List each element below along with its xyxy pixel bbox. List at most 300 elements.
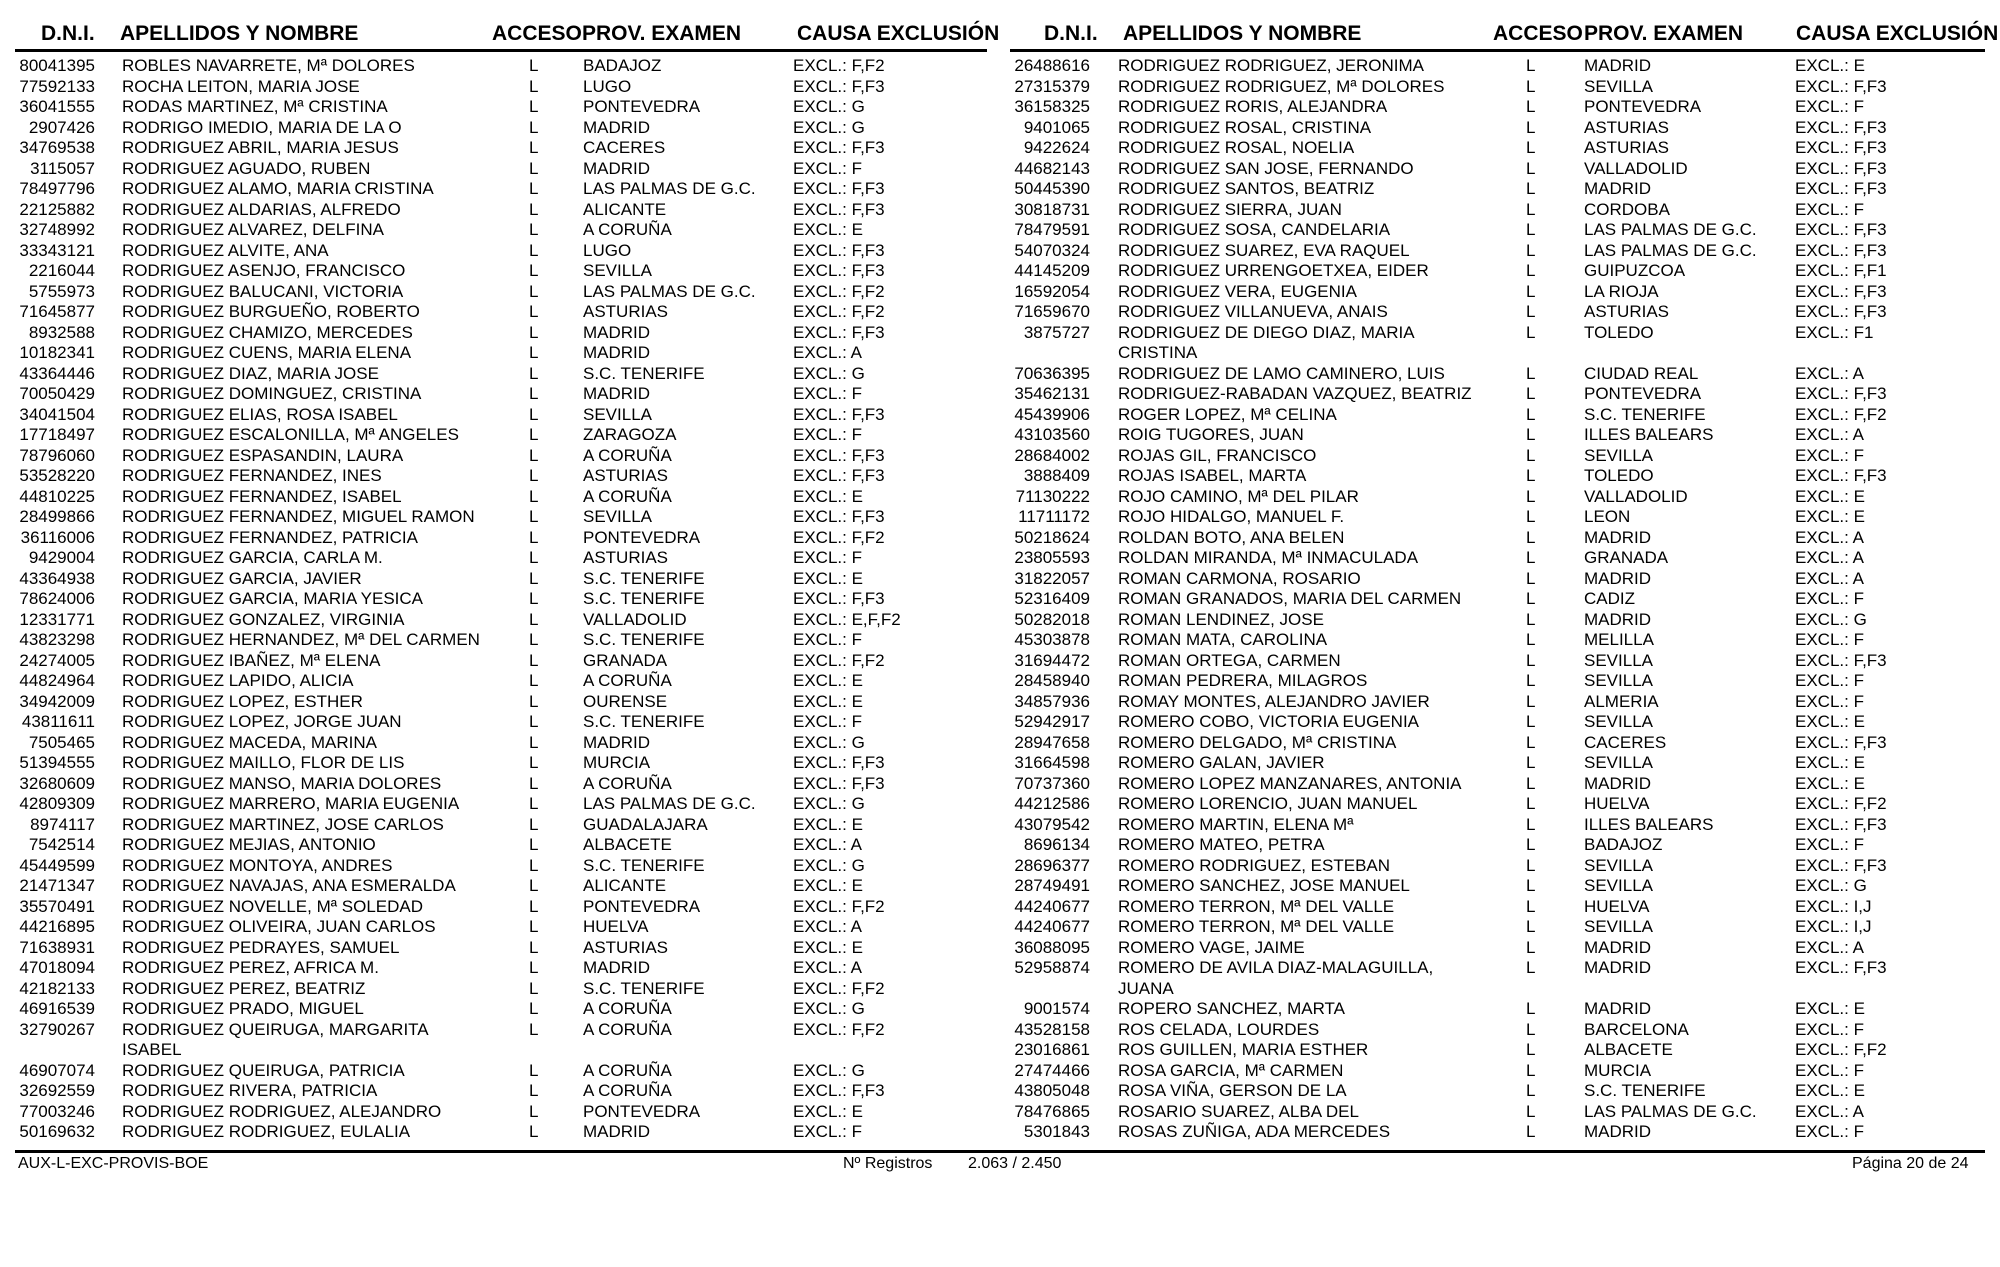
table-row (1010, 938, 1985, 959)
table-row (15, 405, 987, 426)
acceso-cell: L (1526, 445, 1536, 465)
prov-cell: ALICANTE (583, 876, 667, 895)
causa-cell: EXCL.: F (1795, 589, 1864, 608)
table-row (15, 815, 987, 836)
causa-cell: EXCL.: E (793, 937, 863, 957)
name-cell: ROMERO SANCHEZ, JOSE MANUEL (1118, 876, 1410, 895)
prov-cell: ALMERIA (1584, 691, 1659, 711)
acceso-cell: L (529, 589, 539, 608)
causa-cell: EXCL.: F,F3 (1795, 384, 1887, 403)
dni-cell: 78476865 (1014, 1101, 1090, 1121)
causa-cell: EXCL.: F,F3 (1795, 855, 1887, 875)
name-cell: ROS CELADA, LOURDES (1118, 1019, 1320, 1039)
name-cell: RODRIGUEZ ROSAL, NOELIA (1118, 138, 1355, 157)
prov-cell: A CORUÑA (583, 773, 672, 793)
prov-cell: S.C. TENERIFE (583, 589, 705, 608)
table-row (1010, 56, 1985, 77)
prov-cell: S.C. TENERIFE (583, 568, 705, 588)
table-row (15, 651, 987, 672)
name-cell: RODRIGUEZ BURGUEÑO, ROBERTO (122, 302, 420, 321)
footer-registros-value: 2.063 / 2.450 (968, 1155, 1062, 1172)
footer-code: AUX-L-EXC-PROVIS-BOE (18, 1155, 209, 1172)
dni-cell: 50445390 (1014, 179, 1090, 198)
dni-cell: 42182133 (19, 978, 95, 998)
acceso-cell: L (1526, 527, 1536, 547)
table-header-right (1010, 22, 1999, 48)
acceso-cell: L (529, 384, 539, 403)
causa-cell: EXCL.: F,F3 (793, 179, 885, 198)
causa-cell: EXCL.: A (1795, 425, 1864, 444)
dni-cell: 78497796 (19, 179, 95, 198)
acceso-cell: L (529, 199, 539, 219)
prov-cell: LEON (1584, 507, 1631, 526)
header-dni: D.N.I. (41, 22, 95, 45)
causa-cell: EXCL.: F,F2 (793, 978, 885, 998)
name-cell: RODRIGUEZ CUENS, MARIA ELENA (122, 343, 412, 362)
dni-cell: 31694472 (1014, 650, 1090, 670)
prov-cell: PONTEVEDRA (1584, 97, 1702, 116)
name-cell: ROCHA LEITON, MARIA JOSE (122, 76, 360, 96)
dni-cell: 45449599 (19, 855, 95, 875)
dni-cell: 50282018 (1014, 609, 1090, 629)
table-row (15, 1020, 987, 1061)
prov-cell: LUGO (583, 240, 632, 260)
table-row (1010, 651, 1985, 672)
prov-cell: MADRID (1584, 56, 1652, 75)
dni-cell: 47018094 (19, 958, 95, 977)
acceso-cell: L (529, 999, 539, 1018)
table-row (1010, 876, 1985, 897)
name-cell: ROMAN PEDRERA, MILAGROS (1118, 671, 1368, 690)
causa-cell: EXCL.: F,F3 (1795, 650, 1887, 670)
name-cell: ROMERO DELGADO, Mª CRISTINA (1118, 732, 1397, 752)
dni-cell: 71130222 (1015, 486, 1090, 506)
table-row (1010, 569, 1985, 590)
table-row (15, 589, 987, 610)
acceso-cell: L (1526, 199, 1536, 219)
name-cell: RODRIGUEZ ASENJO, FRANCISCO (122, 261, 406, 280)
prov-cell: LAS PALMAS DE G.C. (583, 179, 756, 198)
acceso-cell: L (1526, 1122, 1536, 1141)
prov-cell: GRANADA (583, 650, 668, 670)
acceso-cell: L (1526, 363, 1536, 383)
dni-cell: 34769538 (19, 138, 95, 157)
name-cell: ROIG TUGORES, JUAN (1118, 425, 1304, 444)
table-row (15, 999, 987, 1020)
table-row (1010, 507, 1985, 528)
prov-cell: SEVILLA (583, 507, 652, 526)
table-row (1010, 138, 1985, 159)
dni-cell: 28947658 (1014, 732, 1090, 752)
name-cell: ROMAN ORTEGA, CARMEN (1118, 650, 1341, 670)
causa-cell: EXCL.: G (793, 117, 865, 137)
dni-cell: 36041555 (19, 97, 95, 116)
name-cell: RODRIGUEZ LOPEZ, ESTHER (122, 691, 363, 711)
name-cell: RODRIGUEZ QUEIRUGA, PATRICIA (122, 1060, 405, 1080)
causa-cell: EXCL.: F,F3 (1795, 281, 1887, 301)
dni-cell: 44240677 (1014, 917, 1090, 936)
name-cell: RODRIGUEZ DE DIEGO DIAZ, MARIA CRISTINA (1118, 322, 1414, 362)
name-cell: RODRIGUEZ ALAMO, MARIA CRISTINA (122, 179, 434, 198)
prov-cell: GUADALAJARA (583, 814, 708, 834)
name-cell: ROBLES NAVARRETE, Mª DOLORES (122, 56, 415, 75)
table-row (15, 712, 987, 733)
table-row (1010, 179, 1985, 200)
dni-cell: 26488616 (1014, 56, 1090, 75)
acceso-cell: L (529, 794, 539, 813)
table-row (15, 835, 987, 856)
table-row (1010, 241, 1985, 262)
causa-cell: EXCL.: E (793, 814, 863, 834)
dni-cell: 22125882 (19, 199, 95, 219)
dni-cell: 43528158 (1014, 1019, 1090, 1039)
causa-cell: EXCL.: F (793, 630, 862, 649)
name-cell: ROSA GARCIA, Mª CARMEN (1118, 1060, 1344, 1080)
prov-cell: ILLES BALEARS (1584, 814, 1714, 834)
prov-cell: LUGO (583, 76, 632, 96)
dni-cell: 44212586 (1014, 794, 1090, 813)
left-column (15, 22, 1000, 1143)
causa-cell: EXCL.: F (1795, 199, 1864, 219)
acceso-cell: L (1526, 1040, 1536, 1059)
prov-cell: SEVILLA (583, 261, 652, 280)
acceso-cell: L (1526, 691, 1536, 711)
name-cell: RODRIGUEZ FERNANDEZ, PATRICIA (122, 527, 418, 547)
dni-cell: 43364446 (19, 363, 95, 383)
prov-cell: PONTEVEDRA (583, 527, 701, 547)
table-row (15, 323, 987, 344)
acceso-cell: L (529, 76, 539, 96)
dni-cell: 31822057 (1014, 568, 1090, 588)
table-row (1010, 1040, 1985, 1061)
causa-cell: EXCL.: F,F2 (1795, 1040, 1887, 1059)
header-acceso: ACCESO (1493, 22, 1583, 45)
dni-cell: 36158325 (1014, 97, 1090, 116)
name-cell: RODRIGUEZ PRADO, MIGUEL (122, 999, 364, 1018)
name-cell: RODRIGUEZ MACEDA, MARINA (122, 732, 378, 752)
acceso-cell: L (1526, 507, 1536, 526)
acceso-cell: L (529, 671, 539, 690)
name-cell: ROMERO TERRON, Mª DEL VALLE (1118, 917, 1395, 936)
dni-cell: 43364938 (19, 568, 95, 588)
table-row (1010, 261, 1985, 282)
name-cell: RODRIGUEZ SIERRA, JUAN (1118, 199, 1342, 219)
dni-cell: 12331771 (19, 609, 95, 629)
header-prov: PROV. EXAMEN (1584, 22, 1744, 45)
causa-cell: EXCL.: F (793, 548, 862, 567)
table-row (1010, 733, 1985, 754)
prov-cell: BARCELONA (1584, 1019, 1689, 1039)
acceso-cell: L (1526, 548, 1536, 567)
prov-cell: HUELVA (1584, 896, 1650, 916)
dni-cell: 71645877 (19, 302, 95, 321)
dni-cell: 44240677 (1014, 896, 1090, 916)
dni-cell: 7542514 (28, 835, 95, 854)
acceso-cell: L (1526, 814, 1536, 834)
dni-cell: 44216895 (19, 917, 95, 936)
table-row (15, 1122, 987, 1143)
acceso-cell: L (529, 548, 539, 567)
prov-cell: VALLADOLID (583, 609, 687, 629)
name-cell: ROJO CAMINO, Mª DEL PILAR (1118, 486, 1359, 506)
acceso-cell: L (1526, 261, 1536, 280)
dni-cell: 7505465 (28, 732, 95, 752)
acceso-cell: L (529, 281, 539, 301)
dni-cell: 34857936 (1014, 691, 1090, 711)
prov-cell: ASTURIAS (583, 937, 669, 957)
header-name: APELLIDOS Y NOMBRE (120, 22, 359, 45)
name-cell: RODRIGUEZ MEJIAS, ANTONIO (122, 835, 376, 854)
causa-cell: EXCL.: F,F3 (793, 240, 885, 260)
causa-cell: EXCL.: A (1795, 937, 1864, 957)
name-cell: RODRIGUEZ PEREZ, AFRICA M. (122, 958, 379, 977)
causa-cell: EXCL.: A (793, 835, 862, 854)
name-cell: RODRIGUEZ RODRIGUEZ, JERONIMA (1118, 56, 1425, 75)
name-cell: RODRIGUEZ FERNANDEZ, MIGUEL RAMON (122, 507, 475, 526)
causa-cell: EXCL.: G (793, 794, 865, 813)
causa-cell: EXCL.: E (1795, 773, 1865, 793)
causa-cell: EXCL.: F,F2 (793, 56, 885, 75)
table-row (15, 958, 987, 979)
acceso-cell: L (529, 261, 539, 280)
causa-cell: EXCL.: F (1795, 1019, 1864, 1039)
prov-cell: SEVILLA (1584, 855, 1653, 875)
dni-cell: 78796060 (19, 445, 95, 465)
causa-cell: EXCL.: E (793, 1101, 863, 1121)
dni-cell: 43805048 (1014, 1081, 1090, 1100)
name-cell: ROMERO TERRON, Mª DEL VALLE (1118, 896, 1395, 916)
causa-cell: EXCL.: F (1795, 835, 1864, 854)
causa-cell: EXCL.: E (793, 671, 863, 690)
causa-cell: EXCL.: E (793, 486, 863, 506)
acceso-cell: L (529, 978, 539, 998)
table-row (15, 466, 987, 487)
prov-cell: MURCIA (1584, 1060, 1652, 1080)
name-cell: RODRIGUEZ RIVERA, PATRICIA (122, 1081, 378, 1100)
causa-cell: EXCL.: F (793, 158, 862, 178)
prov-cell: MADRID (583, 958, 651, 977)
table-row (15, 733, 987, 754)
table-row (1010, 77, 1985, 98)
prov-cell: A CORUÑA (583, 1019, 672, 1039)
prov-cell: ASTURIAS (583, 302, 669, 321)
name-cell: ROMERO MATEO, PETRA (1118, 835, 1325, 854)
acceso-cell: L (1526, 855, 1536, 875)
prov-cell: PONTEVEDRA (583, 1101, 701, 1121)
acceso-cell: L (529, 56, 539, 75)
acceso-cell: L (529, 1060, 539, 1080)
dni-cell: 31664598 (1014, 753, 1090, 772)
dni-cell: 45439906 (1014, 404, 1090, 424)
dni-cell: 8932588 (28, 322, 95, 342)
causa-cell: EXCL.: F,F3 (1795, 302, 1887, 321)
causa-cell: EXCL.: F,F3 (793, 1081, 885, 1100)
prov-cell: CADIZ (1584, 589, 1635, 608)
causa-cell: EXCL.: E (1795, 712, 1865, 731)
causa-cell: EXCL.: F,F3 (793, 507, 885, 526)
causa-cell: EXCL.: F,F3 (793, 138, 885, 157)
causa-cell: EXCL.: F,F3 (1795, 732, 1887, 752)
table-row (1010, 958, 1985, 999)
table-row (15, 507, 987, 528)
table-row (15, 917, 987, 938)
dni-cell: 77592133 (19, 76, 95, 96)
table-row (1010, 1081, 1985, 1102)
causa-cell: EXCL.: F,F3 (1795, 220, 1887, 239)
table-row (1010, 200, 1985, 221)
name-cell: RODRIGUEZ NAVAJAS, ANA ESMERALDA (122, 876, 456, 895)
name-cell: RODRIGUEZ MANSO, MARIA DOLORES (122, 773, 442, 793)
table-row (15, 856, 987, 877)
causa-cell: EXCL.: F (793, 425, 862, 444)
dni-cell: 32748992 (19, 220, 95, 239)
name-cell: ROGER LOPEZ, Mª CELINA (1118, 404, 1337, 424)
acceso-cell: L (529, 117, 539, 137)
causa-cell: EXCL.: F (1795, 630, 1864, 649)
name-cell: ROLDAN MIRANDA, Mª INMACULADA (1118, 548, 1419, 567)
table-row (1010, 118, 1985, 139)
acceso-cell: L (529, 712, 539, 731)
table-row (15, 200, 987, 221)
prov-cell: SEVILLA (1584, 876, 1653, 895)
prov-cell: SEVILLA (1584, 917, 1653, 936)
causa-cell: EXCL.: F,F2 (793, 650, 885, 670)
name-cell: RODRIGUEZ LOPEZ, JORGE JUAN (122, 712, 402, 731)
prov-cell: ZARAGOZA (583, 425, 677, 444)
table-row (1010, 999, 1985, 1020)
table-row (15, 1102, 987, 1123)
acceso-cell: L (1526, 97, 1536, 116)
causa-cell: EXCL.: F,F3 (1795, 117, 1887, 137)
table-row (1010, 466, 1985, 487)
name-cell: RODRIGUEZ LAPIDO, ALICIA (122, 671, 354, 690)
dni-cell: 77003246 (19, 1101, 95, 1121)
acceso-cell: L (529, 1101, 539, 1121)
table-row (1010, 97, 1985, 118)
name-cell: RODRIGUEZ NOVELLE, Mª SOLEDAD (122, 896, 424, 916)
acceso-cell: L (1526, 220, 1536, 239)
name-cell: RODRIGUEZ RODRIGUEZ, ALEJANDRO (122, 1101, 442, 1121)
name-cell: RODRIGUEZ MAILLO, FLOR DE LIS (122, 753, 405, 772)
prov-cell: A CORUÑA (583, 220, 672, 239)
causa-cell: EXCL.: E (1795, 999, 1865, 1018)
acceso-cell: L (529, 486, 539, 506)
name-cell: RODRIGUEZ MARTINEZ, JOSE CARLOS (122, 814, 444, 834)
causa-cell: EXCL.: I,J (1795, 917, 1872, 936)
table-row (15, 425, 987, 446)
table-row (1010, 897, 1985, 918)
prov-cell: MADRID (1584, 568, 1652, 588)
name-cell: RODRIGUEZ BALUCANI, VICTORIA (122, 281, 404, 301)
table-row (15, 384, 987, 405)
dni-cell: 44145209 (1014, 261, 1090, 280)
acceso-cell: L (529, 958, 539, 977)
prov-cell: MURCIA (583, 753, 651, 772)
dni-cell: 80041395 (19, 56, 95, 75)
acceso-cell: L (529, 343, 539, 362)
causa-cell: EXCL.: G (793, 363, 865, 383)
causa-cell: EXCL.: F,F2 (1795, 404, 1887, 424)
causa-cell: EXCL.: A (1795, 527, 1864, 547)
prov-cell: MADRID (1584, 937, 1652, 957)
prov-cell: CACERES (583, 138, 666, 157)
table-row (1010, 671, 1985, 692)
acceso-cell: L (529, 753, 539, 772)
causa-cell: EXCL.: F1 (1795, 322, 1874, 342)
header-prov: PROV. EXAMEN (582, 22, 742, 45)
dni-cell: 44682143 (1014, 158, 1090, 178)
acceso-cell: L (1526, 937, 1536, 957)
dni-cell: 8696134 (1023, 835, 1090, 854)
prov-cell: A CORUÑA (583, 1081, 672, 1100)
acceso-cell: L (529, 425, 539, 444)
acceso-cell: L (529, 97, 539, 116)
table-row (15, 692, 987, 713)
acceso-cell: L (1526, 999, 1536, 1018)
acceso-cell: L (529, 650, 539, 670)
acceso-cell: L (529, 240, 539, 260)
dni-cell: 34942009 (19, 691, 95, 711)
causa-cell: EXCL.: I,J (1795, 896, 1872, 916)
prov-cell: ASTURIAS (1584, 117, 1670, 137)
causa-cell: EXCL.: F,F3 (1795, 158, 1887, 178)
name-cell: RODRIGUEZ QUEIRUGA, MARGARITA ISABEL (122, 1019, 428, 1059)
causa-cell: EXCL.: E (1795, 56, 1865, 75)
acceso-cell: L (529, 835, 539, 854)
acceso-cell: L (1526, 794, 1536, 813)
causa-cell: EXCL.: F,F3 (793, 753, 885, 772)
table-row (1010, 323, 1985, 364)
causa-cell: EXCL.: F (1795, 445, 1864, 465)
causa-cell: EXCL.: A (793, 958, 862, 977)
acceso-cell: L (1526, 466, 1536, 485)
acceso-cell: L (1526, 876, 1536, 895)
dni-cell: 9429004 (28, 548, 95, 567)
dni-cell: 52942917 (1014, 712, 1090, 731)
name-cell: ROMAN CARMONA, ROSARIO (1118, 568, 1361, 588)
name-cell: ROPERO SANCHEZ, MARTA (1118, 999, 1346, 1018)
prov-cell: LAS PALMAS DE G.C. (583, 281, 756, 301)
name-cell: ROMERO RODRIGUEZ, ESTEBAN (1118, 855, 1391, 875)
causa-cell: EXCL.: E (793, 568, 863, 588)
dni-cell: 36088095 (1014, 937, 1090, 957)
prov-cell: VALLADOLID (1584, 158, 1688, 178)
table-row (1010, 1102, 1985, 1123)
causa-cell: EXCL.: G (793, 97, 865, 116)
causa-cell: EXCL.: F,F3 (793, 404, 885, 424)
prov-cell: MADRID (1584, 609, 1652, 629)
prov-cell: MADRID (1584, 773, 1652, 793)
table-row (15, 261, 987, 282)
causa-cell: EXCL.: F,F3 (793, 773, 885, 793)
prov-cell: ASTURIAS (583, 548, 669, 567)
acceso-cell: L (529, 466, 539, 485)
acceso-cell: L (529, 179, 539, 198)
table-row (15, 610, 987, 631)
dni-cell: 35570491 (19, 896, 95, 916)
acceso-cell: L (529, 138, 539, 157)
dni-cell: 3115057 (30, 158, 95, 178)
name-cell: RODRIGUEZ ALVAREZ, DELFINA (122, 220, 384, 239)
dni-cell: 9422624 (1023, 138, 1090, 157)
prov-cell: MADRID (583, 1122, 651, 1141)
dni-cell: 10182341 (19, 343, 95, 362)
table-row (15, 671, 987, 692)
prov-cell: MADRID (583, 732, 651, 752)
acceso-cell: L (1526, 1081, 1536, 1100)
table-row (1010, 1020, 1985, 1041)
name-cell: RODRIGUEZ GONZALEZ, VIRGINIA (122, 609, 405, 629)
